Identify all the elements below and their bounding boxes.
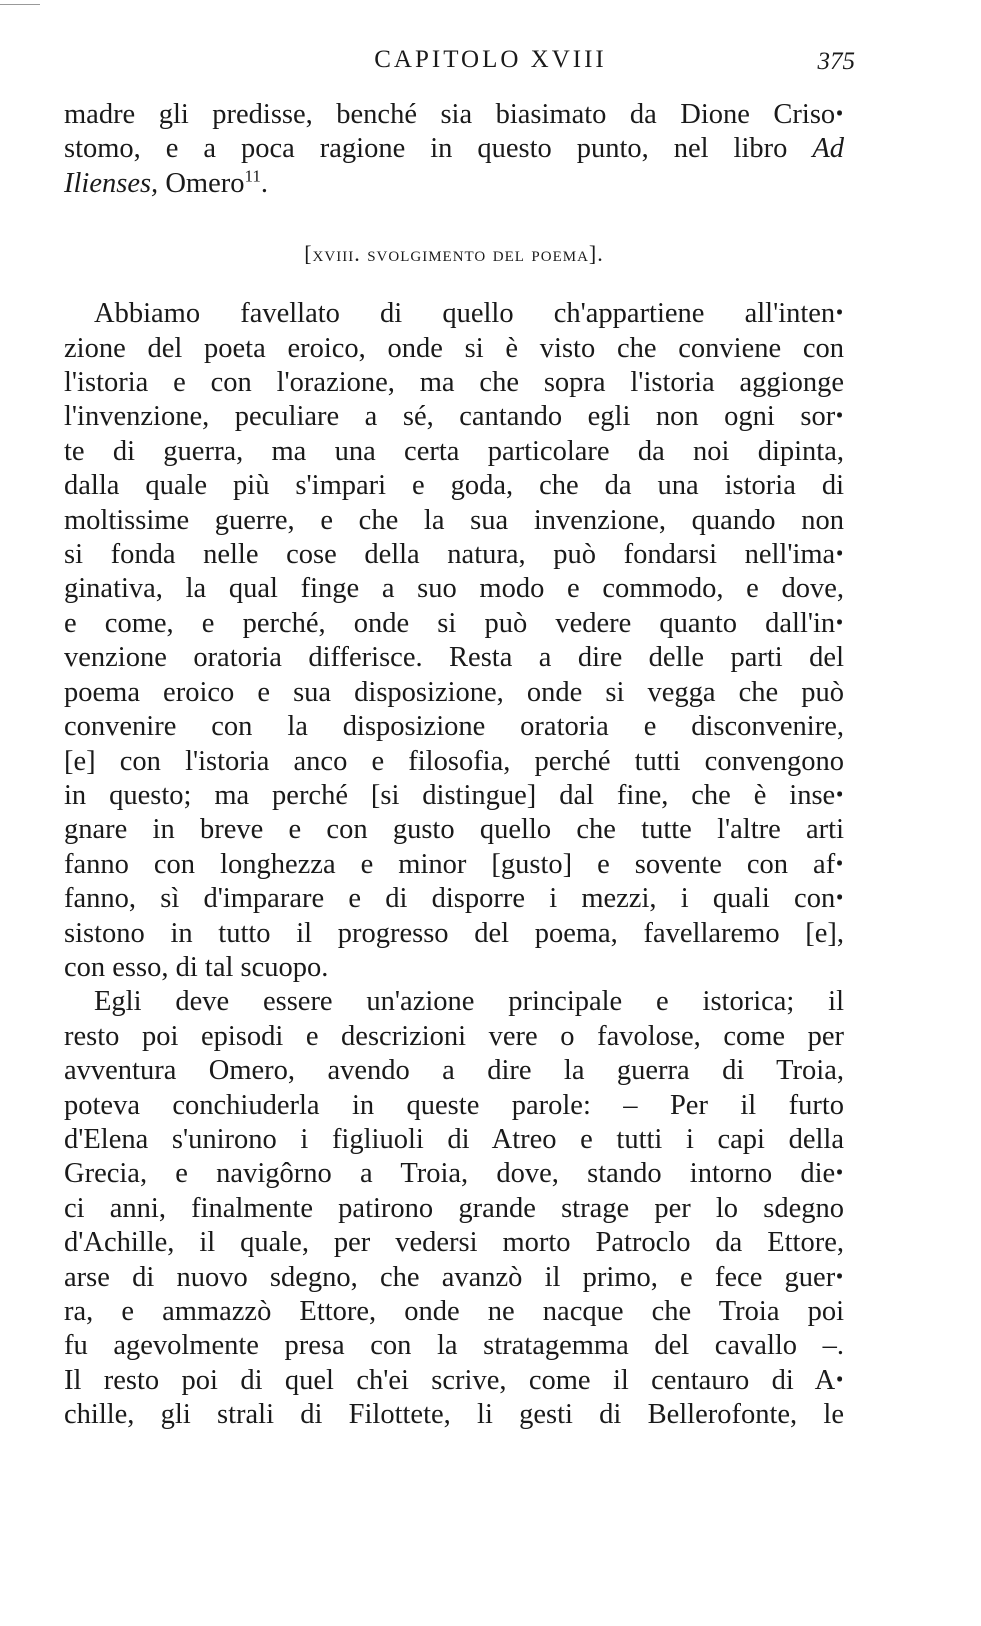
text-line: ginativa, la qual finge a suo modo e commodo, e dove, bbox=[64, 573, 844, 605]
running-head: CAPITOLO XVIII bbox=[374, 46, 607, 73]
text-line: moltissime guerre, e che la sua invenzione, quando non bbox=[64, 504, 844, 536]
text-line: fanno, sì d'imparare e di disporre i mezzi, i quali conꞏ bbox=[64, 883, 844, 915]
text-line: si fonda nelle cose della natura, può fondarsi nell'imaꞏ bbox=[64, 539, 844, 571]
text-line: [e] con l'istoria anco e filosofia, perché tutti convengono bbox=[64, 745, 844, 777]
text-line: in questo; ma perché [si distingue] dal fine, che è inseꞏ bbox=[64, 779, 844, 811]
text-line: te di guerra, ma una certa particolare da noi dipinta, bbox=[64, 435, 844, 467]
text-line: Abbiamo favellato di quello ch'appartiene all'intenꞏ bbox=[94, 298, 844, 330]
text-line: con esso, di tal scuopo. bbox=[64, 951, 329, 983]
text-line: ci anni, finalmente patirono grande strage per lo sdegno bbox=[64, 1192, 844, 1224]
corner-rule bbox=[0, 4, 40, 5]
text-line: fu agevolmente presa con la stratagemma del cavallo –. bbox=[64, 1330, 844, 1362]
text-line: e come, e perché, onde si può vedere quanto dall'inꞏ bbox=[64, 607, 844, 639]
text-line: Egli deve essere un'azione principale e istorica; il bbox=[94, 986, 844, 1018]
paragraph-2 bbox=[64, 985, 844, 1432]
text-line: arse di nuovo sdegno, che avanzò il primo, e fece guerꞏ bbox=[64, 1261, 844, 1293]
text-line: poema eroico e sua disposizione, onde si vegga che può bbox=[64, 676, 844, 708]
text-line: madre gli predisse, benché sia biasimato da Dione Crisoꞏ bbox=[64, 99, 844, 130]
text-line: sistono in tutto il progresso del poema, favellaremo [e], bbox=[64, 917, 844, 949]
text-line: d'Elena s'unirono i figliuoli di Atreo e tutti i capi della bbox=[64, 1123, 844, 1155]
text-line: Ilienses, Omero$^{11}$. bbox=[64, 166, 269, 199]
text-line: gnare in breve e con gusto quello che tutte l'altre arti bbox=[64, 814, 844, 846]
page-number: 375 bbox=[817, 48, 855, 75]
text-line: resto poi episodi e descrizioni vere o favolose, come per bbox=[64, 1020, 844, 1052]
text-line: l'istoria e con l'orazione, ma che sopra l'istoria aggionge bbox=[64, 367, 844, 399]
text-line: avventura Omero, avendo a dire la guerra di Troia, bbox=[64, 1055, 844, 1087]
text-line: Grecia, e navigôrno a Troia, dove, stando intorno dieꞏ bbox=[64, 1158, 844, 1190]
text-line: poteva conchiuderla in queste parole: – Per il furto bbox=[64, 1089, 844, 1121]
body-text bbox=[64, 98, 844, 1433]
text-line: zione del poeta eroico, onde si è visto che conviene con bbox=[64, 332, 844, 364]
section-title: [xviii. svolgimento del poema]. bbox=[304, 241, 604, 267]
page-header bbox=[0, 42, 981, 82]
footnote-marker: 11 bbox=[244, 166, 261, 186]
text-line: l'invenzione, peculiare a sé, cantando egli non ogni sorꞏ bbox=[64, 401, 844, 433]
text-line: Il resto poi di quel ch'ei scrive, come il centauro di Aꞏ bbox=[64, 1364, 844, 1396]
text-line: convenire con la disposizione oratoria e disconvenire, bbox=[64, 711, 844, 743]
text-line: fanno con longhezza e minor [gusto] e sovente con afꞏ bbox=[64, 848, 844, 880]
text-line: venzione oratoria differisce. Resta a dire delle parti del bbox=[64, 642, 844, 674]
text-line: dalla quale più s'impari e goda, che da una istoria di bbox=[64, 470, 844, 502]
text-line: chille, gli strali di Filottete, li gesti di Bellerofonte, le bbox=[64, 1399, 844, 1431]
text-line: stomo, e a poca ragione in questo punto, nel libro Ad bbox=[64, 133, 844, 165]
paragraph-1 bbox=[64, 297, 844, 985]
text-line: d'Achille, il quale, per vedersi morto Patroclo da Ettore, bbox=[64, 1227, 844, 1259]
text-line: ra, e ammazzò Ettore, onde ne nacque che Troia poi bbox=[64, 1296, 844, 1327]
